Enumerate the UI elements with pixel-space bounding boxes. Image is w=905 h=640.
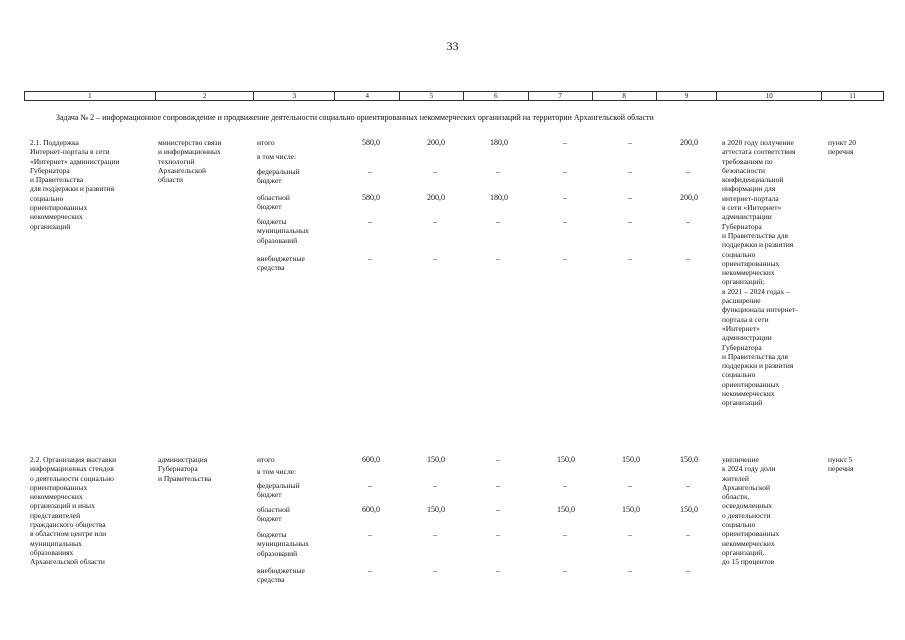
funding-value-col-7: – xyxy=(563,481,567,490)
row-1-reference: пункт 20 перечня xyxy=(828,138,856,157)
row-2-executor: администрация Губернатора и Правительства xyxy=(158,455,212,483)
funding-value-col-8: 150,0 xyxy=(622,455,640,464)
header-col-10: 10 xyxy=(717,92,822,100)
header-col-4: 4 xyxy=(335,92,400,100)
funding-value-col-8: – xyxy=(628,193,632,202)
funding-source-label: итого xyxy=(257,455,275,464)
header-col-8: 8 xyxy=(593,92,657,100)
funding-source-label: областной бюджет xyxy=(257,193,290,212)
funding-value-col-7: – xyxy=(563,193,567,202)
funding-value-col-9: 150,0 xyxy=(680,455,698,464)
funding-value-col-5: – xyxy=(433,530,437,539)
funding-value-col-8: – xyxy=(628,530,632,539)
funding-source-label: федеральный бюджет xyxy=(257,167,300,186)
row-1-executor: министерство связи и информационных технологий Архангельской области xyxy=(158,138,222,185)
funding-value-col-5: – xyxy=(433,566,437,575)
funding-value-col-8: – xyxy=(628,254,632,263)
funding-value-col-5: 200,0 xyxy=(427,138,445,147)
funding-value-col-9: – xyxy=(686,254,690,263)
header-col-9: 9 xyxy=(657,92,718,100)
funding-value-col-6: – xyxy=(496,455,500,464)
funding-value-col-4: 580,0 xyxy=(362,138,380,147)
funding-value-col-9: 150,0 xyxy=(680,505,698,514)
funding-source-label: внебюджетные средства xyxy=(257,254,305,273)
task-title: Задача № 2 – информационное сопровождение и продвижение деятельности социально ориентированных некоммерческих организаций на территории Архангельской области xyxy=(56,113,654,122)
funding-value-col-5: – xyxy=(433,254,437,263)
funding-value-col-7: – xyxy=(563,217,567,226)
funding-value-col-7: – xyxy=(563,138,567,147)
header-col-1: 1 xyxy=(25,92,156,100)
funding-value-col-6: – xyxy=(496,566,500,575)
funding-value-col-9: – xyxy=(686,217,690,226)
funding-source-label: в том числе: xyxy=(257,152,297,161)
funding-value-col-8: – xyxy=(628,566,632,575)
funding-value-col-5: – xyxy=(433,167,437,176)
funding-source-label: итого xyxy=(257,138,275,147)
funding-source-label: областной бюджет xyxy=(257,505,290,524)
funding-value-col-4: 580,0 xyxy=(362,193,380,202)
funding-value-col-9: 200,0 xyxy=(680,193,698,202)
header-col-2: 2 xyxy=(156,92,255,100)
funding-value-col-6: 180,0 xyxy=(490,138,508,147)
funding-value-col-5: 200,0 xyxy=(427,193,445,202)
header-col-3: 3 xyxy=(254,92,335,100)
funding-source-label: внебюджетные средства xyxy=(257,566,305,585)
header-col-11: 11 xyxy=(849,92,856,100)
funding-value-col-4: – xyxy=(368,481,372,490)
funding-value-col-4: – xyxy=(368,167,372,176)
funding-value-col-6: – xyxy=(496,530,500,539)
funding-value-col-6: – xyxy=(496,254,500,263)
funding-source-label: федеральный бюджет xyxy=(257,481,300,500)
funding-value-col-5: – xyxy=(433,481,437,490)
funding-value-col-6: – xyxy=(496,481,500,490)
funding-value-col-8: – xyxy=(628,217,632,226)
funding-value-col-7: – xyxy=(563,167,567,176)
page-number: 33 xyxy=(446,39,459,53)
funding-value-col-8: – xyxy=(628,481,632,490)
row-2-name: 2.2. Организация выставки информационных стендов о деятельности социально ориентированных некоммерческих организаций и иных представителей гражданского общества в областном центре или муниципальных образованиях Архангельской области xyxy=(30,455,117,567)
funding-source-label: в том числе: xyxy=(257,467,297,476)
row-2-result: увеличение к 2024 году доли жителей Архангельской области, осведомленных о деятельности социально ориентированных некоммерческих организаций, до 15 процентов xyxy=(722,455,780,567)
funding-value-col-6: – xyxy=(496,505,500,514)
funding-value-col-9: 200,0 xyxy=(680,138,698,147)
funding-value-col-6: 180,0 xyxy=(490,193,508,202)
funding-value-col-7: – xyxy=(563,254,567,263)
funding-value-col-6: – xyxy=(496,167,500,176)
funding-value-col-9: – xyxy=(686,481,690,490)
funding-source-label: бюджеты муниципальных образований xyxy=(257,530,309,558)
funding-value-col-5: 150,0 xyxy=(427,505,445,514)
funding-value-col-7: 150,0 xyxy=(557,505,575,514)
funding-value-col-7: 150,0 xyxy=(557,455,575,464)
row-2-reference: пункт 5 перечня xyxy=(828,455,854,474)
header-col-6: 6 xyxy=(464,92,529,100)
row-1-result: в 2020 году получение аттестата соответствия требованиям по безопасности конфиденциальной информации для интернет-портала в сети «Интернет» администрации Губернатора и Правительства для поддержки и развития социально ориентированных некоммерческих организаций; в 2021 – 2024 годах – расширение функционала интернет- портала в сети «Интернет» администрации Губернатора и Правительства для поддержки и развития социально ориентированных некоммерческих организаций xyxy=(722,138,798,408)
funding-value-col-4: 600,0 xyxy=(362,505,380,514)
funding-value-col-8: 150,0 xyxy=(622,505,640,514)
funding-value-col-9: – xyxy=(686,566,690,575)
funding-value-col-7: – xyxy=(563,530,567,539)
header-col-7: 7 xyxy=(529,92,593,100)
funding-source-label: бюджеты муниципальных образований xyxy=(257,217,309,245)
funding-value-col-8: – xyxy=(628,138,632,147)
funding-value-col-6: – xyxy=(496,217,500,226)
funding-value-col-4: – xyxy=(368,530,372,539)
header-col-5: 5 xyxy=(400,92,464,100)
funding-value-col-4: – xyxy=(368,254,372,263)
funding-value-col-5: – xyxy=(433,217,437,226)
funding-value-col-4: – xyxy=(368,217,372,226)
funding-value-col-4: – xyxy=(368,566,372,575)
funding-value-col-9: – xyxy=(686,530,690,539)
funding-value-col-5: 150,0 xyxy=(427,455,445,464)
row-1-name: 2.1. Поддержка Интернет-портала в сети «Интернет» администрации Губернатора и Правительства для поддержки и развития социально ориентированных некоммерческих организаций xyxy=(30,138,120,231)
funding-value-col-9: – xyxy=(686,167,690,176)
funding-value-col-8: – xyxy=(628,167,632,176)
funding-value-col-4: 600,0 xyxy=(362,455,380,464)
funding-value-col-7: – xyxy=(563,566,567,575)
column-number-header xyxy=(24,91,884,101)
